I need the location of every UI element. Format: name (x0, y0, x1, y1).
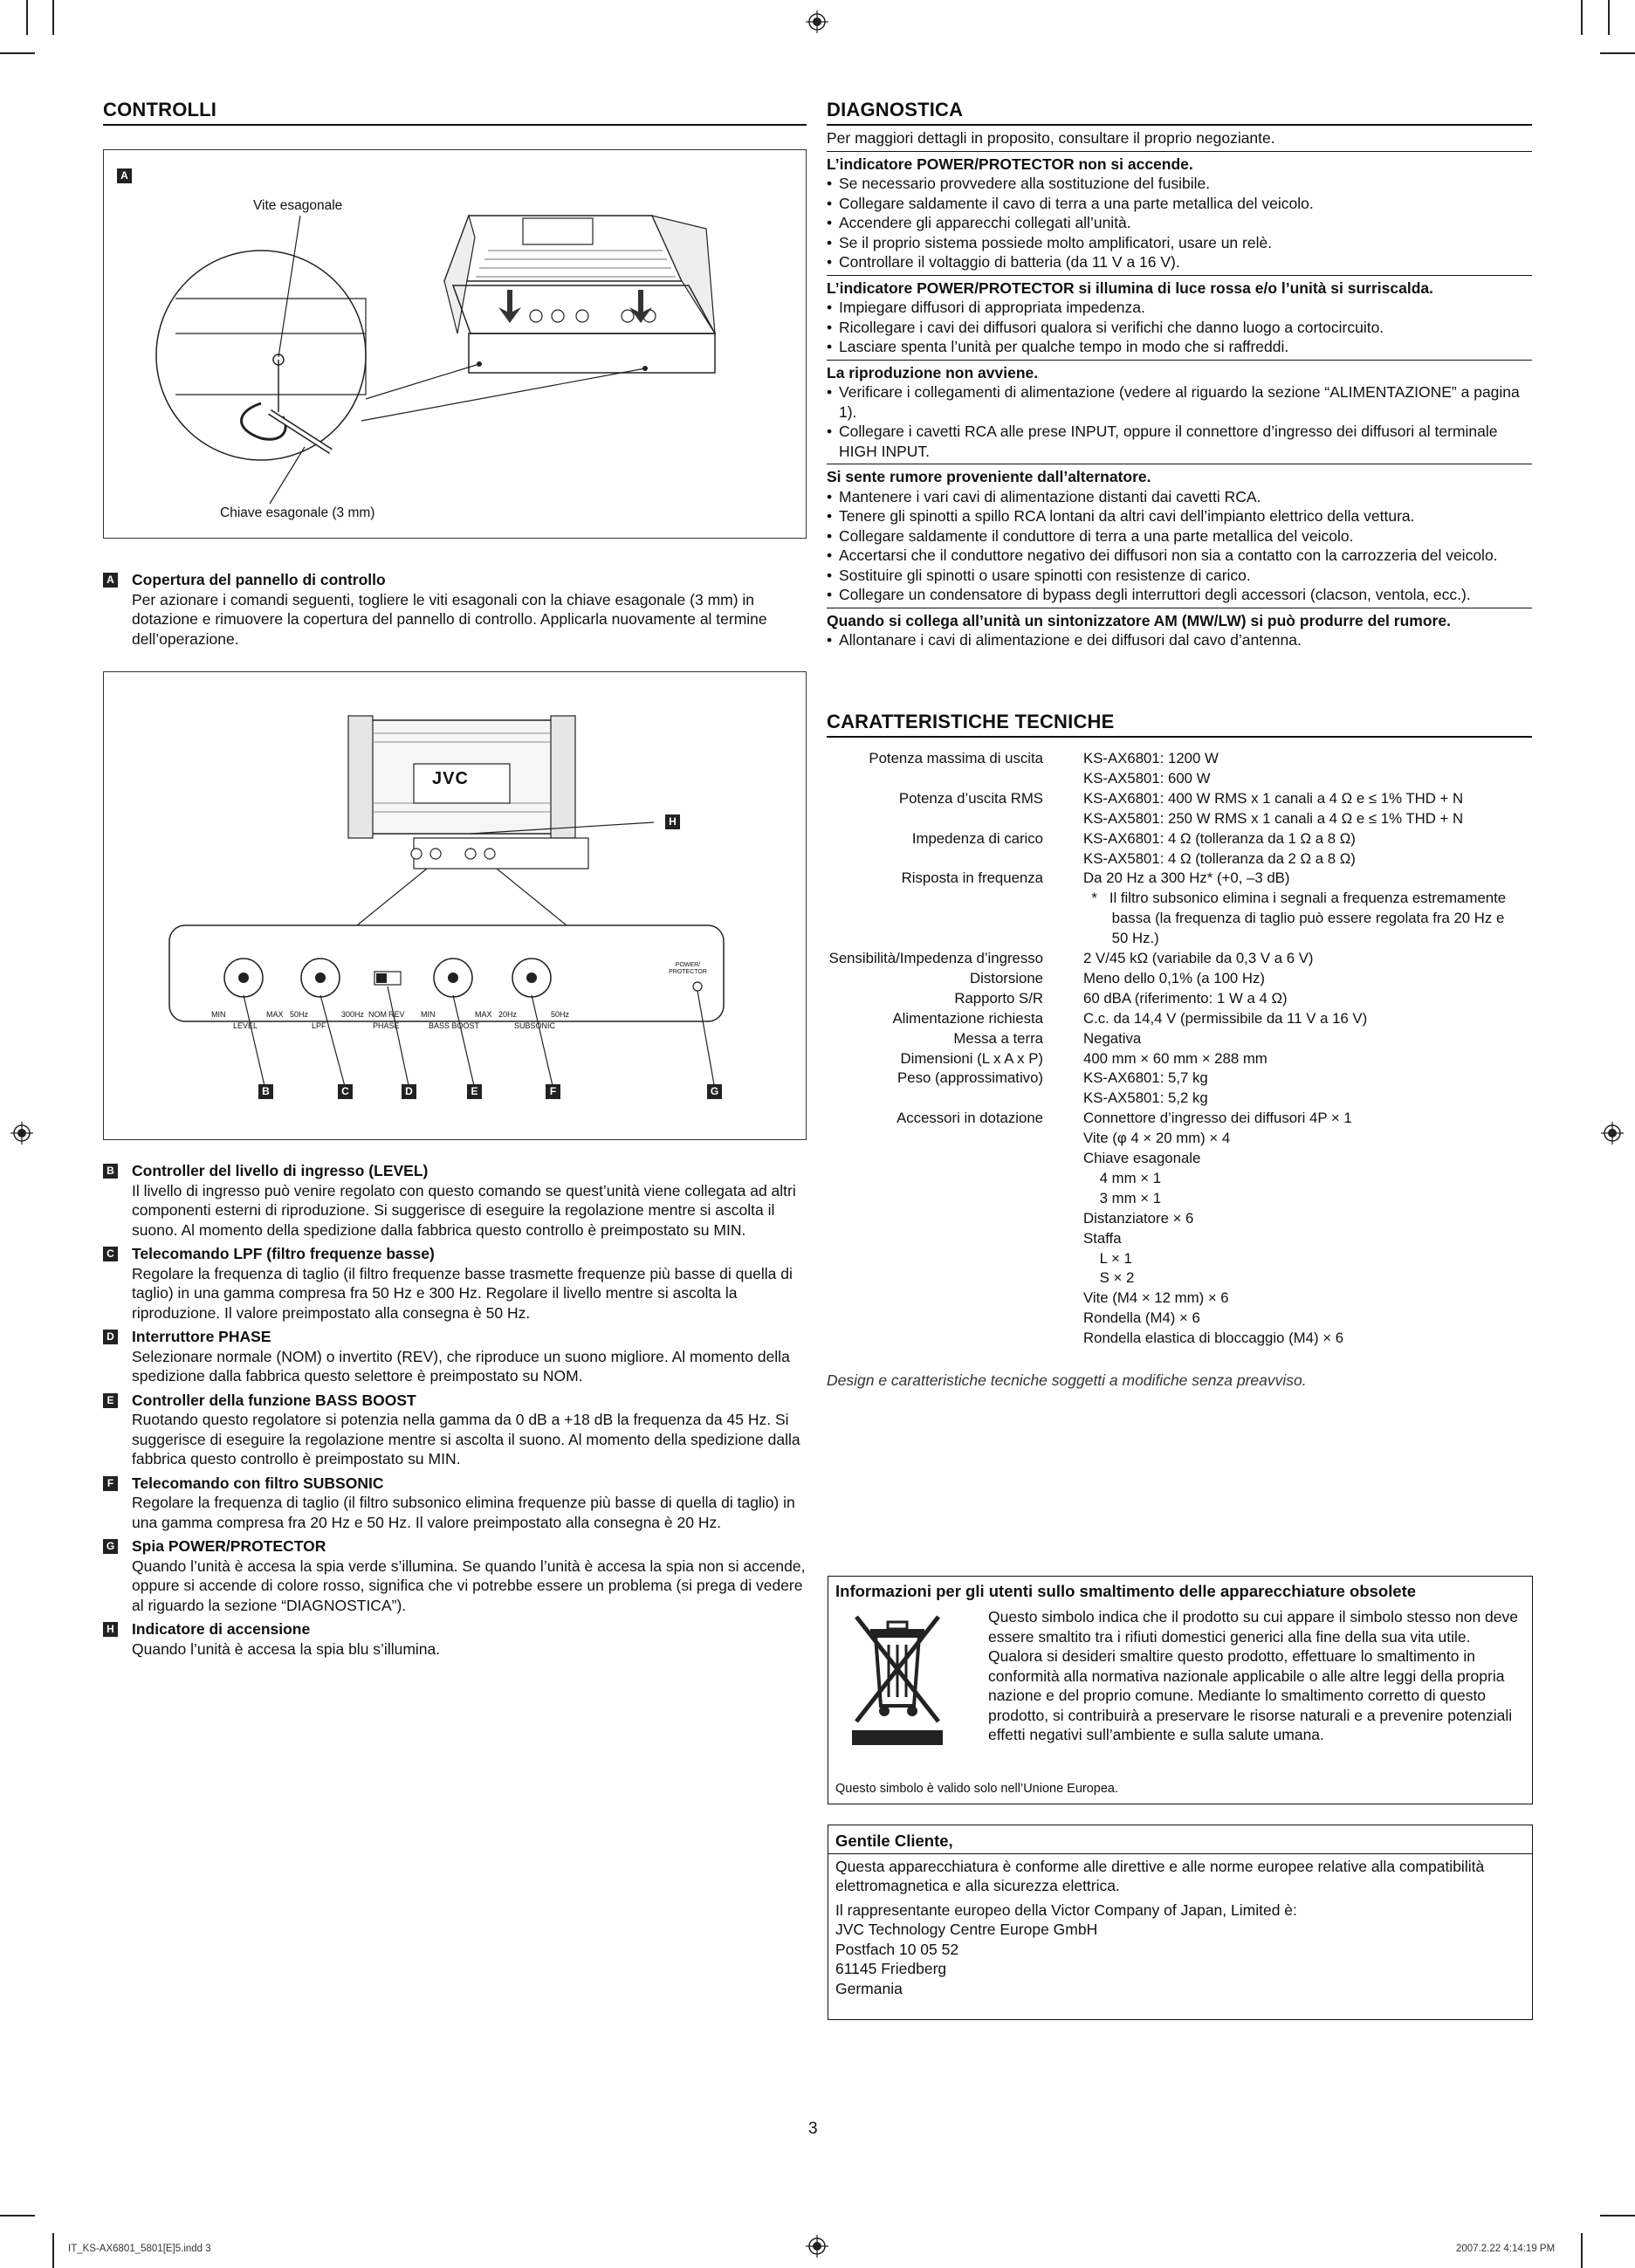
item-text: Regolare la frequenza di taglio (il filtro subsonico elimina frequenze più basse di quella di taglio) in una gamma compresa fra 20 Hz e 50 Hz. Il valore preimpostato alla consegna è 20 Hz. (132, 1494, 795, 1531)
control-item (103, 1474, 807, 1533)
item-title: Interruttore PHASE (132, 1328, 271, 1345)
item-text: Per azionare i comandi seguenti, togliere le viti esagonali con la chiave esagonale (3 mm) in dotazione e rimuovere la copertura del pannello di controllo. Applicarla nuovamente al termine dell’operazione. (132, 590, 767, 648)
registration-mark-icon (10, 1122, 33, 1144)
diagnostic-bullet: • Tenere gli spinotti a spillo RCA lontani da altri cavi dell’impianto elettrico della vettura. (827, 506, 1532, 526)
spec-label: Accessori in dotazione (897, 1110, 1043, 1127)
lpf-max-label: 300Hz (341, 1010, 365, 1019)
marker-f: F (103, 1476, 118, 1491)
control-item (103, 1244, 807, 1323)
diagnostic-heading: Si sente rumore proveniente dall’alternatore. (827, 468, 1151, 485)
bass-boost-label: BASS BOOST (429, 1021, 480, 1030)
diagnostics-title: DIAGNOSTICA (827, 98, 1532, 126)
spec-value: 60 dBA (riferimento: 1 W a 4 Ω) (1083, 989, 1288, 1007)
registration-mark-icon (806, 2235, 828, 2258)
spec-value: * Il filtro subsonico elimina i segnali a frequenza estremamente (1083, 890, 1507, 907)
spec-label: Impedenza di carico (911, 829, 1043, 847)
spec-label: Potenza massima di uscita (869, 750, 1043, 766)
item-text: Selezionare normale (NOM) o invertito (REV), che riproduce un suono migliore. Al momento della spedizione dalla fabbrica questo selettore è preimpostato su NOM. (132, 1347, 790, 1385)
phase-label: PHASE (373, 1021, 400, 1030)
spec-label: Messa a terra (953, 1029, 1043, 1047)
diagnostic-bullets (827, 382, 1532, 461)
item-title: Indicatore di accensione (132, 1620, 311, 1638)
item-title: Telecomando con filtro SUBSONIC (132, 1474, 384, 1492)
marker-g: G (707, 1084, 722, 1099)
spec-label: Rapporto S/R (954, 989, 1043, 1007)
disposal-title: Informazioni per gli utenti sullo smaltimento delle apparecchiature obsolete (835, 1582, 1417, 1600)
address-line: Germania (835, 1979, 903, 1997)
amplifier-cover-drawing (104, 150, 807, 540)
spec-value: KS-AX5801: 5,2 kg (1083, 1089, 1208, 1107)
disposal-box (828, 1576, 1533, 1804)
specs-table (827, 749, 1532, 1349)
diagnostic-bullets (827, 174, 1532, 272)
spec-value: 400 mm × 60 mm × 288 mm (1083, 1049, 1267, 1067)
customer-title: Gentile Cliente, (835, 1832, 953, 1850)
customer-para1: Questa apparecchiatura è conforme alle direttive e alle norme europee relative alla compatibilità elettromagnetica e alla sicurezza elettrica. (835, 1857, 1485, 1894)
spec-value: 4 mm × 1 (1083, 1169, 1162, 1186)
diagnostic-bullet: • Impiegare diffusori di appropriata impedenza. (827, 298, 1532, 318)
spec-value: Meno dello 0,1% (a 100 Hz) (1083, 969, 1266, 986)
customer-divider (828, 1853, 1532, 1854)
diagnostic-heading: L’indicatore POWER/PROTECTOR si illumina di luce rossa e/o l’unità si surriscalda. (827, 278, 1433, 297)
diagnostics-intro: Per maggiori dettagli in proposito, consultare il proprio negoziante. (827, 126, 1532, 152)
subsonic-max-label: 50Hz (551, 1010, 570, 1019)
controls-section (103, 98, 807, 126)
spec-label: Distorsione (970, 969, 1043, 986)
spec-value: KS-AX6801: 1200 W (1083, 750, 1219, 766)
spec-value: Connettore d’ingresso dei diffusori 4P × 1 (1083, 1110, 1352, 1127)
registration-mark-icon (806, 10, 828, 33)
diagnostic-bullet: • Accertarsi che il conduttore negativo dei diffusori non sia a contatto con la carrozzeria del veicolo. (827, 546, 1532, 566)
disposal-footnote: Questo simbolo è valido solo nell’Unione Europea. (835, 1782, 1119, 1796)
diagnostic-bullet: • Se necessario provvedere alla sostituzione del fusibile. (827, 174, 1532, 194)
crop-mark (1608, 0, 1610, 35)
knob-max-label: MAX (266, 1010, 284, 1019)
crop-mark (26, 0, 28, 35)
marker-a: A (103, 573, 118, 588)
diagnostic-section (827, 361, 1532, 465)
spec-value: 50 Hz.) (1083, 930, 1159, 947)
cover-removal-figure (103, 149, 807, 539)
hex-screw-label: Vite esagonale (253, 198, 343, 213)
control-item (103, 1327, 807, 1386)
bass-min-label: MIN (421, 1010, 436, 1019)
item-text: Il livello di ingresso può venire regolato con questo comando se quest’unità viene collegata ad altri componenti esterni di riproduzione. Si suggerisce di eseguire la regolazione mentre si ascolta il suono. Al momento della spedizione dalla fabbrica questo controllo è preimpostato su MIN. (132, 1181, 796, 1239)
page-number: 3 (808, 2120, 818, 2138)
spec-value: KS-AX5801: 4 Ω (tolleranza da 2 Ω a 8 Ω) (1083, 849, 1356, 867)
spec-label: Alimentazione richiesta (892, 1009, 1043, 1027)
item-text: Ruotando questo regolatore si potenzia nella gamma da 0 dB a +18 dB la frequenza da 45 Hz. Si suggerisce di eseguire la regolazione mentre si ascolta il suono. Al momento della spedizione dalla fabbrica questo controllo è preimpostato su MIN. (132, 1411, 800, 1467)
control-panel-drawing (104, 672, 807, 1141)
diagnostic-bullets (827, 630, 1532, 650)
crop-mark (0, 52, 35, 54)
control-item (103, 1536, 807, 1615)
diagnostic-section (827, 608, 1532, 653)
spec-value: L × 1 (1083, 1249, 1132, 1267)
spec-value: Distanziatore × 6 (1083, 1209, 1194, 1227)
diagnostic-heading: Quando si collega all’unità un sintonizzatore AM (MW/LW) si può produrre del rumore. (827, 611, 1451, 629)
spec-label: Sensibilità/Impedenza d’ingresso (828, 950, 1043, 966)
lpf-min-label: 50Hz (290, 1010, 309, 1019)
diagnostic-bullet: • Collegare saldamente il conduttore di terra a una parte metallica del veicolo. (827, 526, 1532, 546)
marker-a: A (117, 168, 132, 183)
knob-min-label: MIN (211, 1010, 226, 1019)
diagnostic-section (827, 276, 1532, 361)
item-title: Telecomando LPF (filtro frequenze basse) (132, 1245, 435, 1262)
diagnostic-heading: L’indicatore POWER/PROTECTOR non si accende. (827, 155, 1193, 173)
control-items-list (103, 1161, 807, 1660)
control-item (103, 1161, 807, 1240)
item-a-block (103, 570, 807, 650)
level-label: LEVEL (233, 1021, 258, 1030)
diagnostic-bullet: • Mantenere i vari cavi di alimentazione distanti dai cavetti RCA. (827, 487, 1532, 507)
spec-value: KS-AX5801: 250 W RMS x 1 canali a 4 Ω e ≤ 1% THD + N (1083, 809, 1464, 827)
spec-value: KS-AX5801: 600 W (1083, 769, 1211, 787)
diagnostic-section (827, 464, 1532, 608)
item-title: Controller della funzione BASS BOOST (132, 1391, 416, 1409)
spec-value: bassa (la frequenza di taglio può essere regolata fra 20 Hz e (1083, 910, 1505, 927)
phase-rev-label: REV (388, 1010, 405, 1019)
specs-note: Design e caratteristiche tecniche soggetti a modifiche senza preavviso. (827, 1371, 1307, 1389)
customer-para2: Il rappresentante europeo della Victor Company of Japan, Limited è: (835, 1900, 1297, 1919)
controls-title: CONTROLLI (103, 98, 807, 126)
address-line: JVC Technology Centre Europe GmbH (835, 1921, 1098, 1938)
spec-value: Rondella elastica di bloccaggio (M4) × 6 (1083, 1330, 1344, 1347)
control-panel-figure (103, 671, 807, 1140)
jvc-logo: JVC (432, 769, 469, 788)
item-text: Quando l’unità è accesa la spia blu s’illumina. (132, 1639, 441, 1658)
diagnostics-list (827, 152, 1532, 653)
spec-value: Da 20 Hz a 300 Hz* (+0, –3 dB) (1083, 869, 1290, 887)
diagnostic-bullets (827, 487, 1532, 605)
diagnostic-bullet: • Lasciare spenta l’unità per qualche tempo in modo che si raffreddi. (827, 337, 1532, 357)
diagnostics-section (827, 98, 1532, 653)
spec-value: KS-AX6801: 400 W RMS x 1 canali a 4 Ω e ≤ 1% THD + N (1083, 789, 1464, 807)
spec-value: S × 2 (1083, 1269, 1135, 1287)
control-item (103, 1391, 807, 1469)
diagnostic-bullets (827, 298, 1532, 357)
diagnostic-bullet: • Accendere gli apparecchi collegati all’unità. (827, 213, 1532, 233)
crop-mark (1600, 2215, 1635, 2216)
diagnostic-bullet: • Collegare un condensatore di bypass degli interruttori degli accessori (clacson, ventola, ecc.). (827, 585, 1532, 605)
hex-key-label: Chiave esagonale (3 mm) (220, 505, 375, 520)
bass-max-label: MAX (475, 1010, 492, 1019)
marker-b: B (258, 1084, 273, 1099)
diagnostic-bullet: • Se il proprio sistema possiede molto amplificatori, usare un relè. (827, 233, 1532, 253)
marker-f: F (546, 1084, 560, 1099)
lpf-label: LPF (312, 1021, 326, 1030)
file-name: IT_KS-AX6801_5801[E]5.indd 3 (68, 2244, 211, 2254)
spec-value: KS-AX6801: 5,7 kg (1083, 1069, 1208, 1087)
marker-c: C (338, 1084, 353, 1099)
power-protector-label: POWER/ PROTECTOR (669, 962, 707, 975)
crop-mark (0, 2215, 35, 2216)
diagnostic-bullet: • Verificare i collegamenti di alimentazione (vedere al riguardo la sezione “ALIMENTAZIONE” a pagina 1). (827, 382, 1532, 422)
marker-h: H (103, 1622, 118, 1637)
spec-value: Vite (M4 × 12 mm) × 6 (1083, 1289, 1229, 1307)
spec-value: C.c. da 14,4 V (permissibile da 11 V a 16 V) (1083, 1009, 1368, 1027)
control-item (103, 570, 807, 649)
spec-value: Chiave esagonale (1083, 1150, 1201, 1166)
crop-mark (52, 2233, 54, 2268)
diagnostic-bullet: • Sostituire gli spinotti o usare spinotti con resistenze di carico. (827, 566, 1532, 586)
marker-c: C (103, 1247, 118, 1261)
print-timestamp: 2007.2.22 4:14:19 PM (1456, 2244, 1556, 2254)
crop-mark (1581, 0, 1583, 35)
subsonic-label: SUBSONIC (514, 1021, 556, 1030)
crop-mark (1600, 52, 1635, 54)
diagnostic-bullet: • Collegare i cavetti RCA alle prese INPUT, oppure il connettore d’ingresso dei diffusori al terminale HIGH INPUT. (827, 422, 1532, 461)
phase-nom-label: NOM (368, 1010, 387, 1019)
marker-g: G (103, 1539, 118, 1554)
spec-label: Peso (approssimativo) (897, 1069, 1043, 1087)
spec-value: 3 mm × 1 (1083, 1189, 1162, 1206)
specs-title: CARATTERISTICHE TECNICHE (827, 710, 1532, 738)
customer-box (828, 1825, 1533, 2020)
diagnostic-bullet: • Allontanare i cavi di alimentazione e dei diffusori dal cavo d’antenna. (827, 630, 1532, 650)
marker-d: D (103, 1330, 118, 1344)
disposal-text: Questo simbolo indica che il prodotto su cui appare il simbolo stesso non deve essere smaltito tra i rifiuti domestici generici alla fine della sua vita utile. Qualora si desideri smaltire questo prodotto, effettuare lo smaltimento in conformità alla normativa nazionale applicabile o alle altre leggi della propria nazione e del proprio comune. Mediante lo smaltimento corretto di questo prodotto, si contribuirà a preservare le risorse naturali e a prevenire potenziali effetti negativi sull’ambiente e sulla salute umana. (988, 1608, 1519, 1743)
spec-value: KS-AX6801: 4 Ω (tolleranza da 1 Ω a 8 Ω) (1083, 829, 1356, 847)
marker-d: D (402, 1084, 416, 1099)
marker-b: B (103, 1164, 118, 1179)
item-title: Controller del livello di ingresso (LEVEL) (132, 1162, 429, 1179)
marker-e: E (467, 1084, 482, 1099)
item-title: Copertura del pannello di controllo (132, 571, 386, 588)
address-line: Postfach 10 05 52 (835, 1940, 959, 1958)
diagnostic-section (827, 152, 1532, 276)
registration-mark-icon (1601, 1122, 1624, 1144)
diagnostic-heading: La riproduzione non avviene. (827, 363, 1039, 381)
spec-label: Risposta in frequenza (901, 869, 1043, 887)
crop-mark (52, 0, 54, 35)
diagnostic-bullet: • Controllare il voltaggio di batteria (da 11 V a 16 V). (827, 252, 1532, 272)
item-title: Spia POWER/PROTECTOR (132, 1537, 326, 1555)
spec-value: Vite (φ 4 × 20 mm) × 4 (1083, 1130, 1231, 1147)
spec-label: Potenza d’uscita RMS (898, 789, 1043, 807)
crop-mark (1581, 2233, 1583, 2268)
marker-h: H (665, 814, 680, 829)
specs-header (827, 710, 1532, 738)
item-text: Quando l’unità è accesa la spia verde s’illumina. Se quando l’unità è accesa la spia non si accende, oppure si accende di colore rosso, significa che vi potrebbe essere un problema (si prega di vedere al riguardo la sezione “DIAGNOSTICA”). (132, 1557, 806, 1614)
spec-value: Staffa (1083, 1229, 1122, 1247)
diagnostic-bullet: • Collegare saldamente il cavo di terra a una parte metallica del veicolo. (827, 194, 1532, 214)
spec-value: Negativa (1083, 1029, 1142, 1047)
spec-value: 2 V/45 kΩ (variabile da 0,3 V a 6 V) (1083, 950, 1314, 966)
address-line: 61145 Friedberg (835, 1960, 947, 1977)
spec-label: Dimensioni (L x A x P) (900, 1049, 1043, 1067)
control-item (103, 1619, 807, 1659)
diagnostic-bullet: • Ricollegare i cavi dei diffusori qualora si verifichi che danno luogo a cortocircuito. (827, 318, 1532, 338)
spec-value: Rondella (M4) × 6 (1083, 1309, 1200, 1327)
marker-e: E (103, 1393, 118, 1408)
subsonic-min-label: 20Hz (498, 1010, 518, 1019)
weee-bin-icon (849, 1610, 945, 1745)
item-text: Regolare la frequenza di taglio (il filtro frequenze basse trasmette frequenze più basse di quella di taglio) in una gamma compresa fra 50 Hz e 300 Hz. Regolare il livello mentre si ascolta la riproduzione. Il valore preimpostato alla consegna è 50 Hz. (132, 1264, 793, 1322)
